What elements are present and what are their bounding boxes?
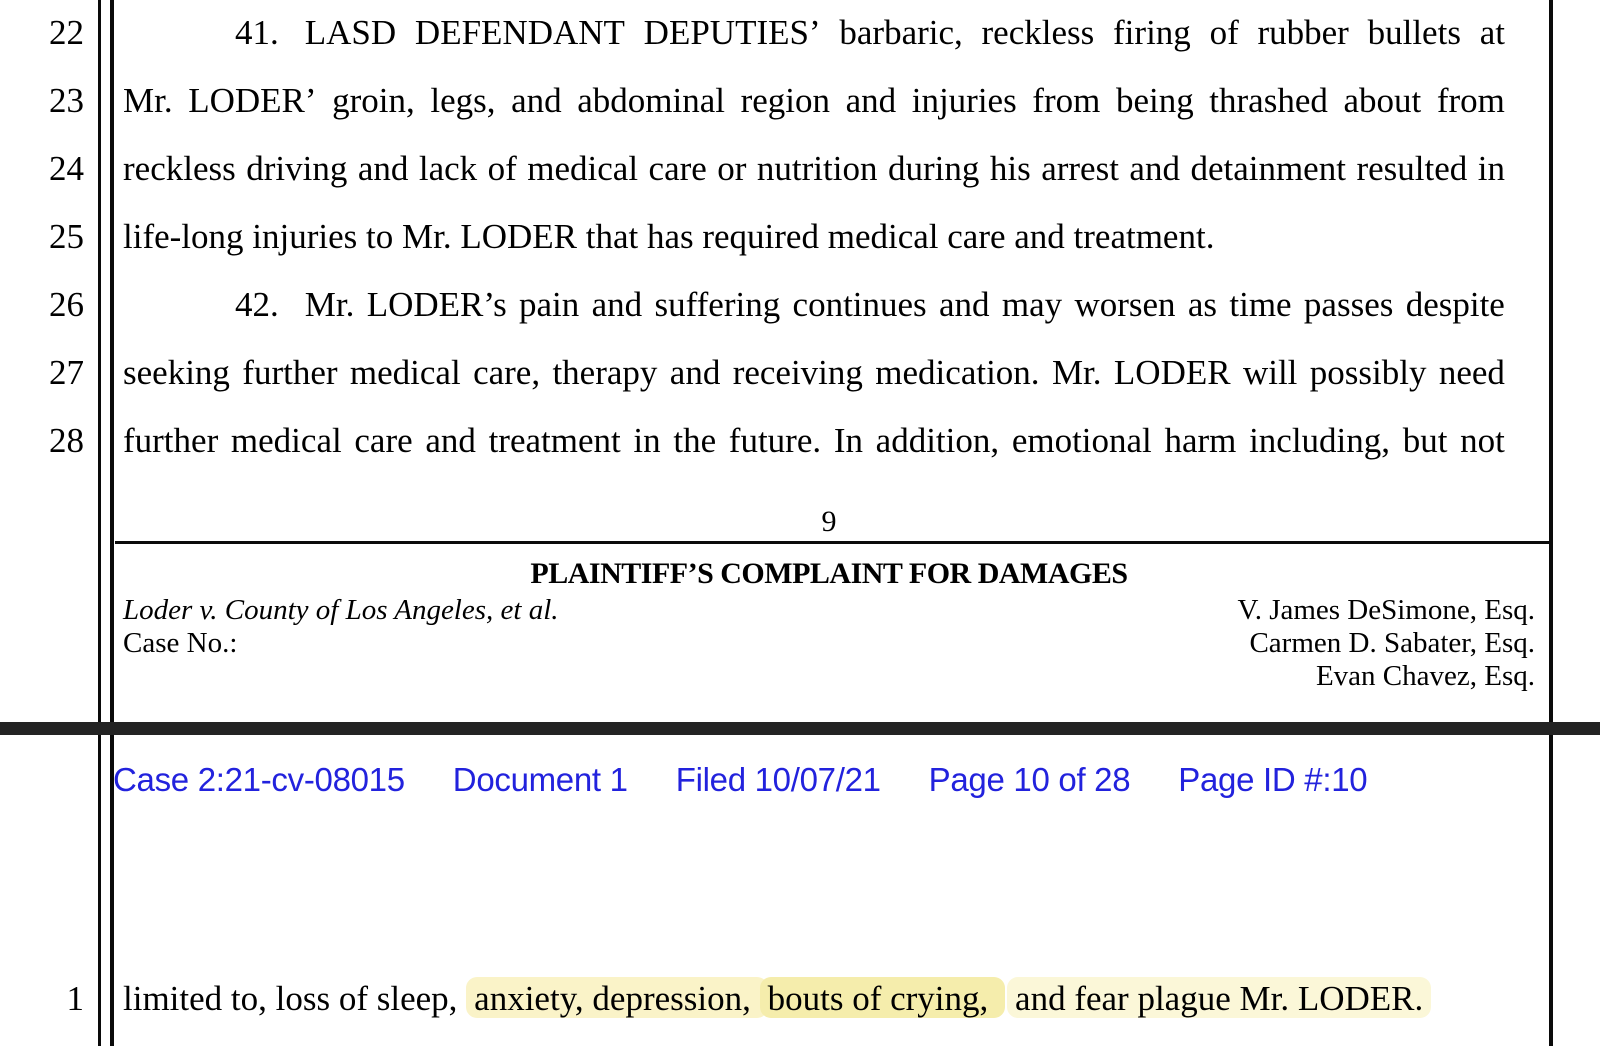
case-name: Loder v. County of Los Angeles, et al.: [123, 594, 559, 626]
line-number-26: 26: [49, 285, 84, 324]
line-number-24: 24: [49, 149, 84, 188]
body-line-24: [123, 147, 1505, 191]
ecf-stamp-header: [113, 760, 1367, 800]
highlighted-text-pale: anxiety, depression,: [466, 977, 767, 1018]
body-line-text: seeking further medical care, therapy and receiving medication. Mr. LODER will possibly need: [123, 353, 1505, 392]
body-line-text: Mr. LODER’ groin, legs, and abdominal region and injuries from being thrashed about from: [123, 81, 1505, 120]
body-line-text: LASD DEFENDANT DEPUTIES’ barbaric, reckless firing of rubber bullets at: [304, 13, 1505, 52]
stamp-document-number: Document 1: [452, 761, 628, 798]
line-number-27: 27: [49, 353, 84, 392]
attorney-name: Evan Chavez, Esq.: [1315, 660, 1535, 692]
paragraph-indent: [123, 283, 235, 327]
line-number-28: 28: [49, 421, 84, 460]
stamp-filed-date: Filed 10/07/21: [675, 761, 881, 798]
paragraph-number: 42.: [235, 285, 279, 324]
body-line-27: [123, 351, 1505, 395]
body-line-23: [123, 79, 1505, 123]
body-line-22: [123, 11, 1505, 55]
stamp-case-number: Case 2:21-cv-08015: [113, 761, 405, 798]
stamp-page-id: Page ID #:10: [1178, 761, 1368, 798]
document-title: PLAINTIFF’S COMPLAINT FOR DAMAGES: [530, 557, 1128, 590]
body-line-text: further medical care and treatment in the future. In addition, emotional harm including, but not: [123, 421, 1505, 460]
line-number-25: 25: [49, 217, 84, 256]
attorney-name: V. James DeSimone, Esq.: [1237, 594, 1535, 626]
footer-row-3: [123, 659, 1535, 693]
line-number-23: 23: [49, 81, 84, 120]
left-double-rule-inner: [110, 0, 114, 1046]
highlighted-text-faint: and fear plague Mr. LODER.: [1007, 977, 1431, 1018]
case-number-label: Case No.:: [123, 627, 238, 659]
left-double-rule-outer: [98, 0, 101, 1046]
body-line-25: life-long injuries to Mr. LODER that has required medical care and treatment.: [123, 217, 1215, 256]
paragraph-indent: [123, 11, 235, 55]
line-number-22: 22: [49, 13, 84, 52]
right-margin-rule: [1549, 0, 1553, 1046]
footer-row-1: [123, 593, 1535, 627]
stamp-page-count: Page 10 of 28: [928, 761, 1131, 798]
body-line-p10-1: [123, 977, 1505, 1021]
highlighted-text-deep: bouts of crying,: [760, 977, 1005, 1018]
body-line-28: [123, 419, 1505, 463]
body-line-text: limited to, loss of sleep,: [123, 979, 467, 1018]
footer-row-2: [123, 626, 1535, 660]
page-break-divider: [0, 722, 1600, 735]
body-line-text: Mr. LODER’s pain and suffering continues and may worsen as time passes despite: [304, 285, 1505, 324]
footer-rule: [115, 541, 1549, 544]
page-number: 9: [821, 505, 837, 538]
body-line-26: [123, 283, 1505, 327]
line-number-1: 1: [66, 979, 84, 1018]
paragraph-number: 41.: [235, 13, 279, 52]
attorney-name: Carmen D. Sabater, Esq.: [1249, 627, 1535, 659]
body-line-text: reckless driving and lack of medical care or nutrition during his arrest and detainment resulted in: [123, 149, 1505, 188]
